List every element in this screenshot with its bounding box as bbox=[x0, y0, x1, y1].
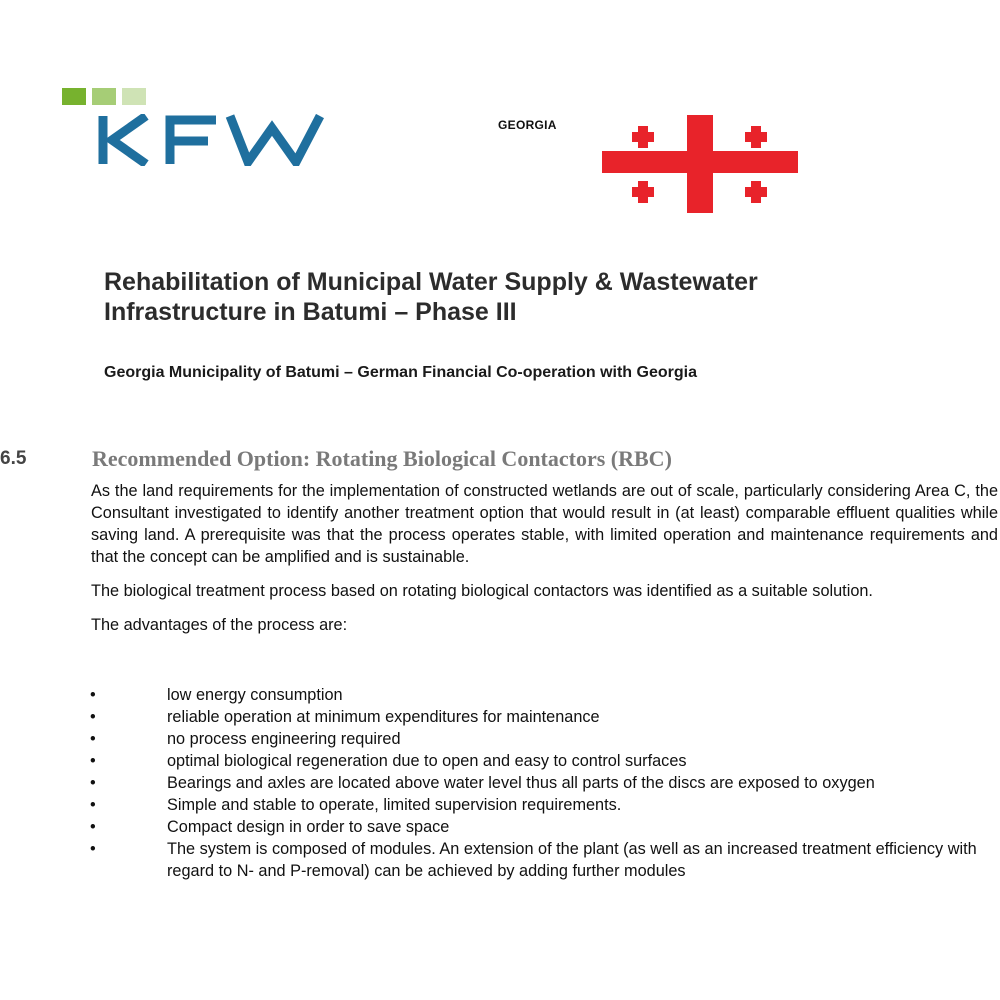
list-item bbox=[90, 728, 998, 750]
bullet-icon: • bbox=[90, 686, 96, 704]
section-number: 6.5 bbox=[0, 448, 27, 469]
list-item bbox=[90, 794, 998, 816]
advantages-list bbox=[90, 684, 998, 882]
list-item-text: Compact design in order to save space bbox=[167, 818, 450, 836]
list-item bbox=[90, 838, 998, 882]
georgia-flag-icon bbox=[602, 115, 798, 213]
kfw-wordmark-icon bbox=[98, 114, 324, 166]
section-title: Recommended Option: Rotating Biological Contactors (RBC) bbox=[92, 446, 672, 471]
country-label: GEORGIA bbox=[498, 118, 557, 132]
logo-square-medium bbox=[92, 88, 116, 105]
bullet-icon: • bbox=[90, 840, 96, 858]
list-item-text: Bearings and axles are located above water level thus all parts of the discs are exposed to oxygen bbox=[167, 774, 875, 792]
paragraph-advantages-lead: The advantages of the process are: bbox=[91, 616, 348, 634]
bullet-icon: • bbox=[90, 774, 96, 792]
project-title: Rehabilitation of Municipal Water Supply & Wastewater Infrastructure in Batumi – Phase III bbox=[104, 268, 758, 326]
list-item bbox=[90, 772, 998, 794]
bullet-icon: • bbox=[90, 818, 96, 836]
kfw-logo bbox=[62, 88, 324, 178]
section-body bbox=[91, 480, 998, 648]
list-item bbox=[90, 684, 998, 706]
project-subtitle: Georgia Municipality of Batumi – German Financial Co-operation with Georgia bbox=[104, 364, 697, 381]
logo-square-light bbox=[122, 88, 146, 105]
list-item-text: reliable operation at minimum expenditures for maintenance bbox=[167, 708, 600, 726]
list-item-text: low energy consumption bbox=[167, 686, 343, 704]
bullet-icon: • bbox=[90, 796, 96, 814]
list-item bbox=[90, 750, 998, 772]
list-item-text: no process engineering required bbox=[167, 730, 401, 748]
logo-square-dark bbox=[62, 88, 86, 105]
list-item bbox=[90, 816, 998, 838]
list-item-text: optimal biological regeneration due to open and easy to control surfaces bbox=[167, 752, 687, 770]
bullet-icon: • bbox=[90, 708, 96, 726]
bullet-icon: • bbox=[90, 752, 96, 770]
paragraph-solution: The biological treatment process based on rotating biological contactors was identified as a suitable solution. bbox=[91, 582, 873, 600]
paragraph-intro: As the land requirements for the implementation of constructed wetlands are out of scale, particularly considering Area C, the Consultant investigated to identify another treatment option that would result in (at least) comparable effluent qualities while saving land. A prerequisite was that the process operates stable, with limited operation and maintenance requirements and that the concept can be amplified and is sustainable. bbox=[91, 482, 998, 566]
list-item-text: The system is composed of modules. An extension of the plant (as well as an increased treatment efficiency with regard to N- and P-removal) can be achieved by adding further modules bbox=[167, 840, 977, 880]
bullet-icon: • bbox=[90, 730, 96, 748]
list-item bbox=[90, 706, 998, 728]
list-item-text: Simple and stable to operate, limited supervision requirements. bbox=[167, 796, 622, 814]
